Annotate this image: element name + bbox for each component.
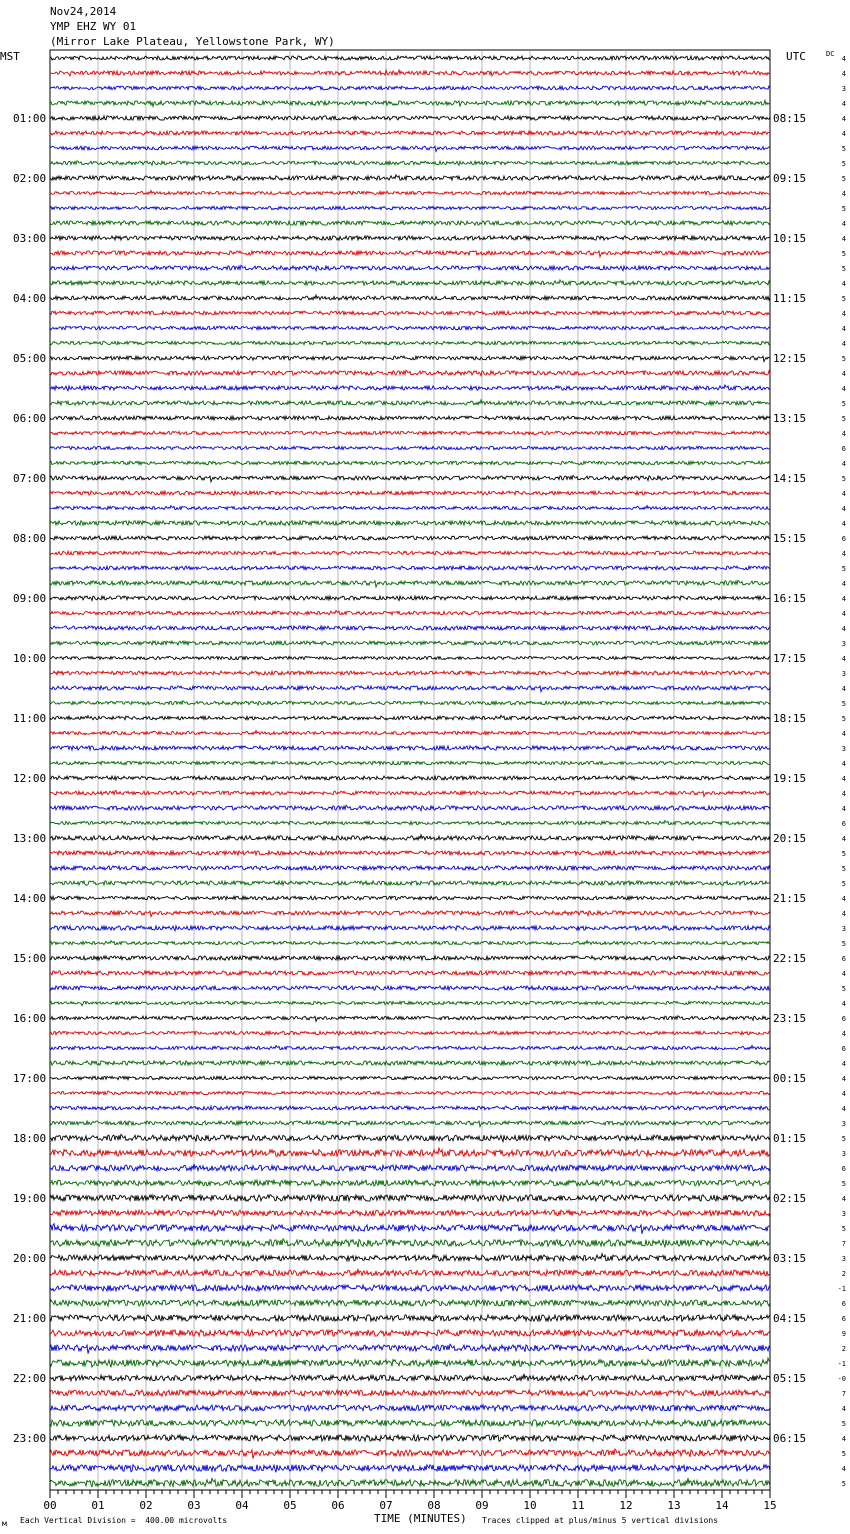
dc-offset-label: 4 [841,235,846,243]
right-hour-label: 20:15 [773,832,807,845]
dc-offset-label: 5 [841,1135,846,1143]
trace-row-55 [50,881,770,885]
trace-row-89 [50,1390,770,1396]
left-hour-label: 12:00 [13,772,47,785]
dc-offset-label: 4 [841,970,846,978]
trace-row-92 [50,1435,770,1441]
trace-row-58 [50,926,770,931]
left-hour-label: 19:00 [13,1192,47,1205]
dc-offset-label: 4 [841,130,846,138]
right-hour-label: 05:15 [773,1372,807,1385]
trace-row-90 [50,1405,770,1411]
dc-offset-label: 4 [841,760,846,768]
left-hour-label: 10:00 [13,652,47,665]
trace-row-39 [50,641,770,645]
dc-offset-label: 5 [841,205,846,213]
trace-row-17 [50,311,770,315]
dc-offset-label: 4 [841,280,846,288]
trace-row-46 [50,746,770,750]
right-hour-label: 17:15 [773,652,807,665]
dc-offset-label: 4 [841,610,846,618]
dc-offset-label: 5 [841,850,846,858]
trace-row-43 [50,701,770,705]
dc-offset-label: 5 [841,250,846,258]
trace-row-57 [50,911,770,917]
dc-offset-label: 5 [841,865,846,873]
corner-mark: м [2,1519,7,1528]
seismic-traces [50,56,770,1487]
trace-row-70 [50,1106,770,1110]
scale-note: Each Vertical Division = 400.00 microvolts [20,1516,228,1525]
trace-row-78 [50,1224,770,1234]
trace-row-75 [50,1180,770,1186]
dc-offset-label: 3 [841,1255,846,1263]
trace-row-72 [50,1134,770,1141]
dc-offset-label: 2 [841,1345,846,1353]
dc-offset-label: 4 [841,1195,846,1203]
trace-row-53 [50,851,770,855]
x-tick-label: 07 [379,1499,393,1512]
trace-row-36 [50,596,770,601]
left-hour-label: 18:00 [13,1132,47,1145]
x-tick-label: 08 [427,1499,441,1512]
dc-offset-label: 3 [841,640,846,648]
right-hour-label: 08:15 [773,112,807,125]
right-hour-label: 18:15 [773,712,807,725]
dc-offset-label: 4 [841,460,846,468]
trace-row-66 [50,1046,770,1050]
dc-offset-label: 5 [841,700,846,708]
left-hour-label: 09:00 [13,592,47,605]
trace-row-28 [50,476,770,482]
dc-offset-label: 4 [841,1435,846,1443]
trace-row-67 [50,1061,770,1066]
trace-row-51 [50,821,770,825]
trace-row-48 [50,776,770,780]
dc-offset-label: 9 [841,1330,846,1338]
dc-offset-label: 4 [841,550,846,558]
trace-row-20 [50,356,770,361]
trace-row-74 [50,1164,770,1171]
trace-row-40 [50,656,770,659]
dc-offset-label: 4 [841,325,846,333]
dc-offset-label: 3 [841,745,846,753]
dc-offset-label: 4 [841,1060,846,1068]
right-hour-label: 13:15 [773,412,807,425]
dc-offset-label: 4 [841,430,846,438]
dc-offset-label: 4 [841,595,846,603]
trace-row-59 [50,941,770,945]
trace-row-7 [50,161,770,166]
trace-row-24 [50,416,770,420]
left-hour-label: 14:00 [13,892,47,905]
left-hour-label: 22:00 [13,1372,47,1385]
trace-row-84 [50,1315,770,1321]
trace-row-33 [50,551,770,555]
trace-row-62 [50,986,770,990]
trace-row-77 [50,1210,770,1216]
dc-offset-label: 5 [841,265,846,273]
x-axis-title: TIME (MINUTES) [374,1512,467,1525]
trace-row-6 [50,146,770,151]
dc-offset-label: -1 [837,1285,846,1293]
dc-offset-label: 5 [841,175,846,183]
right-hour-label: 21:15 [773,892,807,905]
dc-offset-label: 5 [841,400,846,408]
dc-offset-label: 4 [841,370,846,378]
trace-row-65 [50,1031,770,1035]
dc-offset-label: 4 [841,520,846,528]
dc-offset-label: 4 [841,1405,846,1413]
dc-offset-label: 4 [841,835,846,843]
dc-offset-label: 4 [841,625,846,633]
trace-row-54 [50,866,770,870]
trace-row-2 [50,86,770,90]
dc-offset-label: 6 [841,445,846,453]
dc-offset-label: 4 [841,1000,846,1008]
dc-offset-label: 4 [841,685,846,693]
left-hour-label: 01:00 [13,112,47,125]
dc-offset-label: 7 [841,1240,846,1248]
trace-row-13 [50,251,770,257]
trace-row-60 [50,956,770,960]
x-tick-label: 11 [571,1499,585,1512]
trace-row-86 [50,1344,770,1353]
trace-row-42 [50,686,770,692]
dc-offset-label: 5 [841,985,846,993]
dc-offset-label: 5 [841,415,846,423]
dc-offset-label: 4 [841,100,846,108]
x-tick-label: 02 [139,1499,153,1512]
trace-row-37 [50,610,770,614]
right-timezone-label: UTC [786,50,806,63]
dc-offset-label: 5 [841,475,846,483]
trace-row-63 [50,1001,770,1005]
x-tick-label: 05 [283,1499,297,1512]
dc-offset-label: 6 [841,1315,846,1323]
right-hour-label: 19:15 [773,772,807,785]
trace-row-95 [50,1478,770,1487]
trace-row-85 [50,1330,770,1337]
dc-offset-label: 6 [841,955,846,963]
right-hour-label: 09:15 [773,172,807,185]
trace-row-4 [50,116,770,120]
dc-offset-label: 4 [841,655,846,663]
x-tick-label: 06 [331,1499,345,1512]
dc-offset-label: 5 [841,160,846,168]
trace-row-10 [50,206,770,209]
trace-row-71 [50,1121,770,1127]
dc-offset-label: 4 [841,580,846,588]
dc-offset-label: 6 [841,1300,846,1308]
trace-row-5 [50,131,770,135]
left-hour-label: 20:00 [13,1252,47,1265]
location-label: (Mirror Lake Plateau, Yellowstone Park, WY) [50,35,335,48]
trace-row-88 [50,1374,770,1381]
dc-offset-label: 6 [841,1015,846,1023]
trace-row-64 [50,1016,770,1022]
dc-offset-label: 4 [841,70,846,78]
dc-offset-label: 4 [841,55,846,63]
right-hour-label: 23:15 [773,1012,807,1025]
trace-row-38 [50,626,770,630]
dc-offset-label: 4 [841,1465,846,1473]
dc-offset-label: 5 [841,880,846,888]
trace-row-9 [50,191,770,195]
trace-row-26 [50,446,770,449]
date-label: Nov24,2014 [50,5,117,18]
left-timezone-label: MST [0,50,20,63]
left-hour-label: 13:00 [13,832,47,845]
dc-offset-label: 5 [841,355,846,363]
dc-offset-label: 4 [841,910,846,918]
trace-row-81 [50,1269,770,1276]
trace-row-32 [50,536,770,540]
dc-offset-label: 6 [841,1165,846,1173]
left-hour-label: 07:00 [13,472,47,485]
trace-row-83 [50,1300,770,1306]
trace-row-29 [50,491,770,495]
trace-row-49 [50,790,770,796]
right-hour-label: 00:15 [773,1072,807,1085]
right-hour-label: 10:15 [773,232,807,245]
trace-row-25 [50,431,770,434]
dc-offset-label: 4 [841,805,846,813]
trace-row-27 [50,461,770,465]
dc-offset-label: 4 [841,775,846,783]
dc-offset-label: 3 [841,670,846,678]
trace-row-31 [50,521,770,526]
trace-row-21 [50,370,770,375]
x-tick-label: 09 [475,1499,489,1512]
trace-row-47 [50,761,770,764]
dc-offset-label: 5 [841,1420,846,1428]
clip-note: Traces clipped at plus/minus 5 vertical divisions [482,1516,719,1525]
trace-row-44 [50,715,770,720]
trace-row-45 [50,731,770,735]
dc-offset-label: 4 [841,1105,846,1113]
trace-row-82 [50,1285,770,1291]
left-hour-label: 16:00 [13,1012,47,1025]
dc-offset-label: 4 [841,190,846,198]
right-hour-label: 12:15 [773,352,807,365]
dc-offset-label: 5 [841,940,846,948]
x-tick-label: 13 [667,1499,681,1512]
dc-offset-label: 4 [841,1030,846,1038]
dc-offset-label: 5 [841,295,846,303]
trace-row-56 [50,896,770,900]
trace-row-52 [50,835,770,840]
left-hour-label: 15:00 [13,952,47,965]
dc-offset-label: 4 [841,1090,846,1098]
trace-row-8 [50,175,770,180]
left-hour-label: 23:00 [13,1432,47,1445]
trace-row-79 [50,1239,770,1247]
x-tick-label: 10 [523,1499,537,1512]
trace-row-76 [50,1195,770,1201]
x-tick-label: 14 [715,1499,729,1512]
dc-offset-label: 5 [841,715,846,723]
right-hour-label: 14:15 [773,472,807,485]
right-hour-label: 16:15 [773,592,807,605]
dc-offset-label: 2 [841,1270,846,1278]
dc-offset-label: 6 [841,1045,846,1053]
left-hour-label: 04:00 [13,292,47,305]
trace-row-3 [50,100,770,106]
left-hour-label: 08:00 [13,532,47,545]
trace-row-87 [50,1358,770,1367]
left-hour-label: 05:00 [13,352,47,365]
dc-offset-label: -1 [837,1360,846,1368]
dc-offset-label: 3 [841,1150,846,1158]
dc-label: DC [826,50,835,58]
dc-offset-label: 4 [841,490,846,498]
station-label: YMP EHZ WY 01 [50,20,137,33]
dc-offset-label: 5 [841,1450,846,1458]
dc-offset-label: 4 [841,1075,846,1083]
trace-row-22 [50,385,770,391]
dc-offset-label: 5 [841,145,846,153]
dc-offset-label: 4 [841,220,846,228]
dc-offset-label: 4 [841,730,846,738]
trace-row-14 [50,265,770,270]
trace-row-50 [50,805,770,810]
x-tick-label: 03 [187,1499,201,1512]
dc-offset-label: 4 [841,790,846,798]
left-hour-label: 02:00 [13,172,47,185]
dc-offset-label: 5 [841,1225,846,1233]
x-tick-label: 04 [235,1499,249,1512]
trace-row-91 [50,1420,770,1426]
trace-row-34 [50,566,770,570]
dc-offset-label: 7 [841,1390,846,1398]
left-hour-label: 17:00 [13,1072,47,1085]
right-hour-label: 15:15 [773,532,807,545]
trace-row-1 [50,70,770,76]
dc-offset-label: 6 [841,820,846,828]
dc-offset-label: 4 [841,505,846,513]
trace-row-61 [50,971,770,975]
dc-offset-label: 6 [841,535,846,543]
right-hour-label: 02:15 [773,1192,807,1205]
right-hour-label: 01:15 [773,1132,807,1145]
left-hour-label: 11:00 [13,712,47,725]
left-hour-label: 21:00 [13,1312,47,1325]
x-tick-label: 12 [619,1499,633,1512]
trace-row-15 [50,280,770,285]
left-hour-label: 06:00 [13,412,47,425]
trace-row-0 [50,56,770,60]
trace-row-23 [50,400,770,405]
trace-row-16 [50,295,770,300]
dc-offset-label: 4 [841,340,846,348]
dc-offset-label: 3 [841,85,846,93]
right-hour-label: 11:15 [773,292,807,305]
trace-row-68 [50,1076,770,1079]
right-hour-label: 22:15 [773,952,807,965]
dc-offset-label: -0 [837,1375,846,1383]
x-tick-label: 00 [43,1499,57,1512]
x-tick-label: 15 [763,1499,777,1512]
trace-row-12 [50,236,770,240]
trace-row-11 [50,221,770,225]
x-axis [43,1490,776,1512]
dc-offset-label: 4 [841,310,846,318]
trace-row-30 [50,506,770,510]
dc-offset-label: 4 [841,895,846,903]
x-tick-label: 01 [91,1499,105,1512]
trace-row-69 [50,1091,770,1095]
trace-row-41 [50,671,770,675]
trace-row-94 [50,1465,770,1473]
dc-offset-label: 3 [841,1120,846,1128]
right-hour-label: 03:15 [773,1252,807,1265]
dc-offset-label: 5 [841,565,846,573]
dc-offset-label: 4 [841,115,846,123]
dc-offset-label: 5 [841,1180,846,1188]
trace-row-80 [50,1254,770,1261]
dc-offset-label: 3 [841,925,846,933]
dc-offset-label: 4 [841,385,846,393]
right-hour-label: 06:15 [773,1432,807,1445]
trace-row-19 [50,341,770,344]
dc-offset-label: 3 [841,1210,846,1218]
trace-row-18 [50,326,770,330]
right-hour-label: 04:15 [773,1312,807,1325]
dc-offset-label: 5 [841,1480,846,1488]
trace-row-35 [50,580,770,587]
trace-row-93 [50,1449,770,1459]
left-hour-label: 03:00 [13,232,47,245]
trace-row-73 [50,1148,770,1156]
